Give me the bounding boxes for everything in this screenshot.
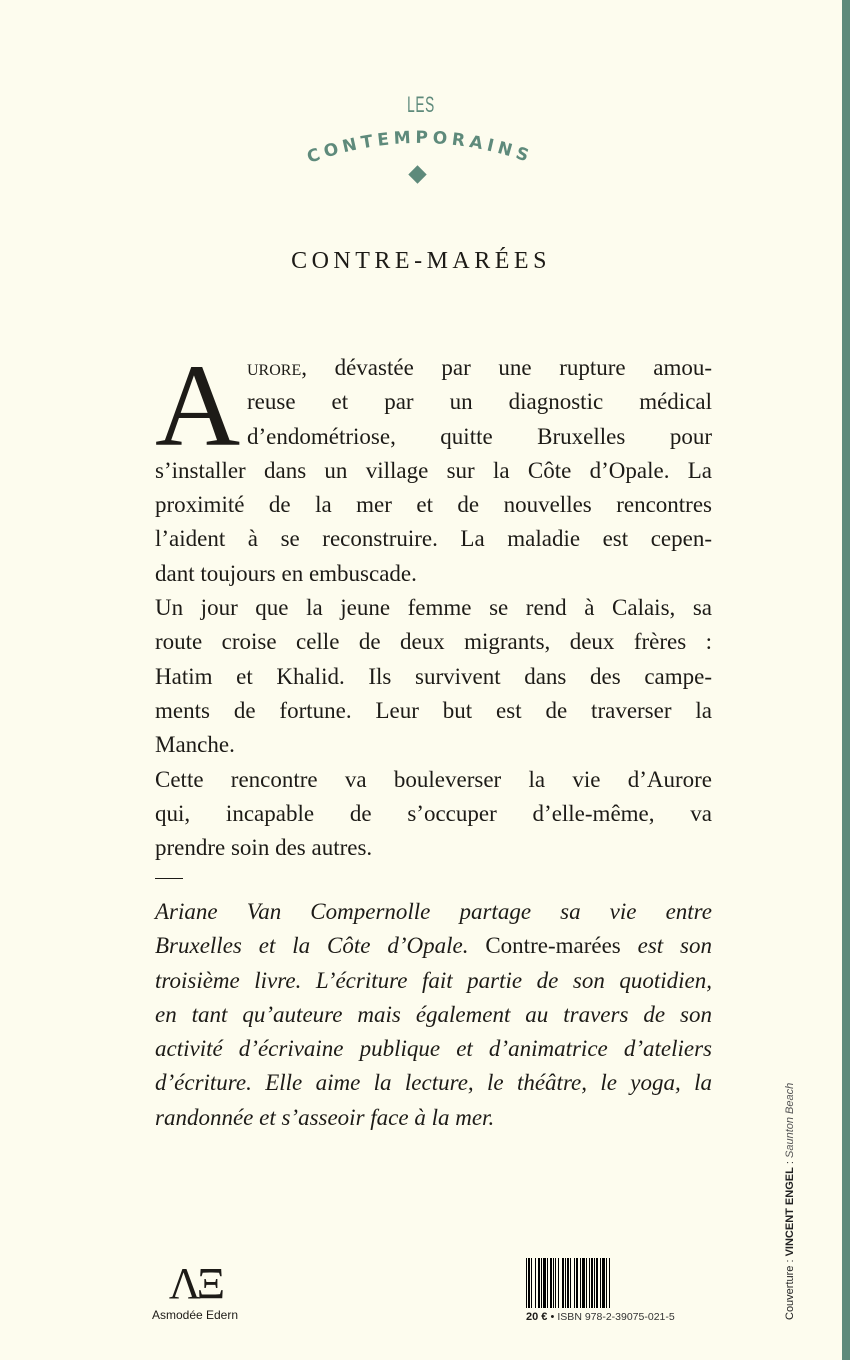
credit-sep: : (784, 1158, 796, 1168)
bio-line: d’écriture. Elle aime la lecture, le théâtre, le yoga, la (155, 1070, 712, 1096)
spine-strip (842, 0, 850, 1360)
blurb-line: Cette rencontre va bouleverser la vie d’Aurore (155, 766, 712, 792)
text-span: , dévastée par une rupture amou- (301, 355, 712, 380)
blurb-line: prendre soin des autres. (155, 835, 373, 861)
credit-artist: VINCENT ENGEL (784, 1167, 796, 1257)
blurb-line: dant toujours en embuscade. (155, 560, 417, 586)
blurb-line: ments de fortune. Leur but est de traverser la (155, 697, 712, 723)
publisher-logo (150, 1259, 240, 1322)
blurb-line: Manche. (155, 732, 235, 758)
publisher-mark: ΛΞ (168, 1259, 222, 1308)
credit-work: Saunton Beach (784, 1082, 796, 1158)
blurb-line: proximité de la mer et de nouvelles rencontres (155, 492, 712, 518)
text-span: est son (620, 933, 713, 959)
publisher-name: Asmodée Edern (151, 1308, 239, 1322)
series-name: CONTEMPORAINS (304, 127, 536, 168)
isbn: ISBN 978-2-39075-021-5 (557, 1311, 675, 1323)
credit-label: Couverture : (784, 1256, 796, 1320)
blurb-line: d’endométriose, quitte Bruxelles pour (247, 423, 712, 449)
bio-line: randonnée et s’asseoir face à la mer. (155, 1104, 495, 1130)
cover-credit (784, 1083, 796, 1320)
blurb-line: Un jour que la jeune femme se rend à Calais, sa (155, 595, 712, 621)
bio-line (155, 929, 712, 963)
bio-line: activité d’écrivaine publique et d’animatrice d’ateliers (155, 1036, 712, 1062)
price: 20 € (526, 1311, 548, 1323)
blurb-line: qui, incapable de s’occuper d’elle-même, va (155, 800, 712, 826)
series-les: LES (407, 92, 435, 117)
price-isbn: 20 € • ISBN 978-2-39075-021-5 (526, 1311, 675, 1323)
blurb-line: s’installer dans un village sur la Côte d’Opale. La (155, 457, 712, 483)
first-word: urore (247, 355, 302, 380)
author-bio (155, 895, 712, 1135)
barcode (526, 1258, 666, 1308)
text-span: Bruxelles et la Côte d’Opale. (155, 933, 486, 959)
blurb-line: l’aident à se reconstruire. La maladie est cepen- (155, 526, 712, 552)
blurb-line (247, 351, 712, 385)
separator-dash (155, 878, 183, 879)
blurb-line: Hatim et Khalid. Ils survivent dans des campe- (155, 663, 712, 689)
blurb-line: reuse et par un diagnostic médical (247, 389, 712, 415)
book-title-inline: Contre-marées (485, 933, 621, 959)
blurb (155, 340, 712, 865)
svg-text:CONTEMPORAINS (305, 128, 536, 168)
bio-line: en tant qu’auteure mais également au travers de son (155, 1001, 712, 1027)
blurb-line: route croise celle de deux migrants, deux frères : (155, 629, 712, 655)
barcode-bar (610, 1258, 611, 1308)
bio-line: Ariane Van Compernolle partage sa vie entre (155, 899, 712, 924)
bio-line: troisième livre. L’écriture fait partie de son quotidien, (155, 967, 712, 993)
book-title: CONTRE-MARÉES (291, 248, 551, 274)
drop-cap: A (155, 340, 241, 471)
